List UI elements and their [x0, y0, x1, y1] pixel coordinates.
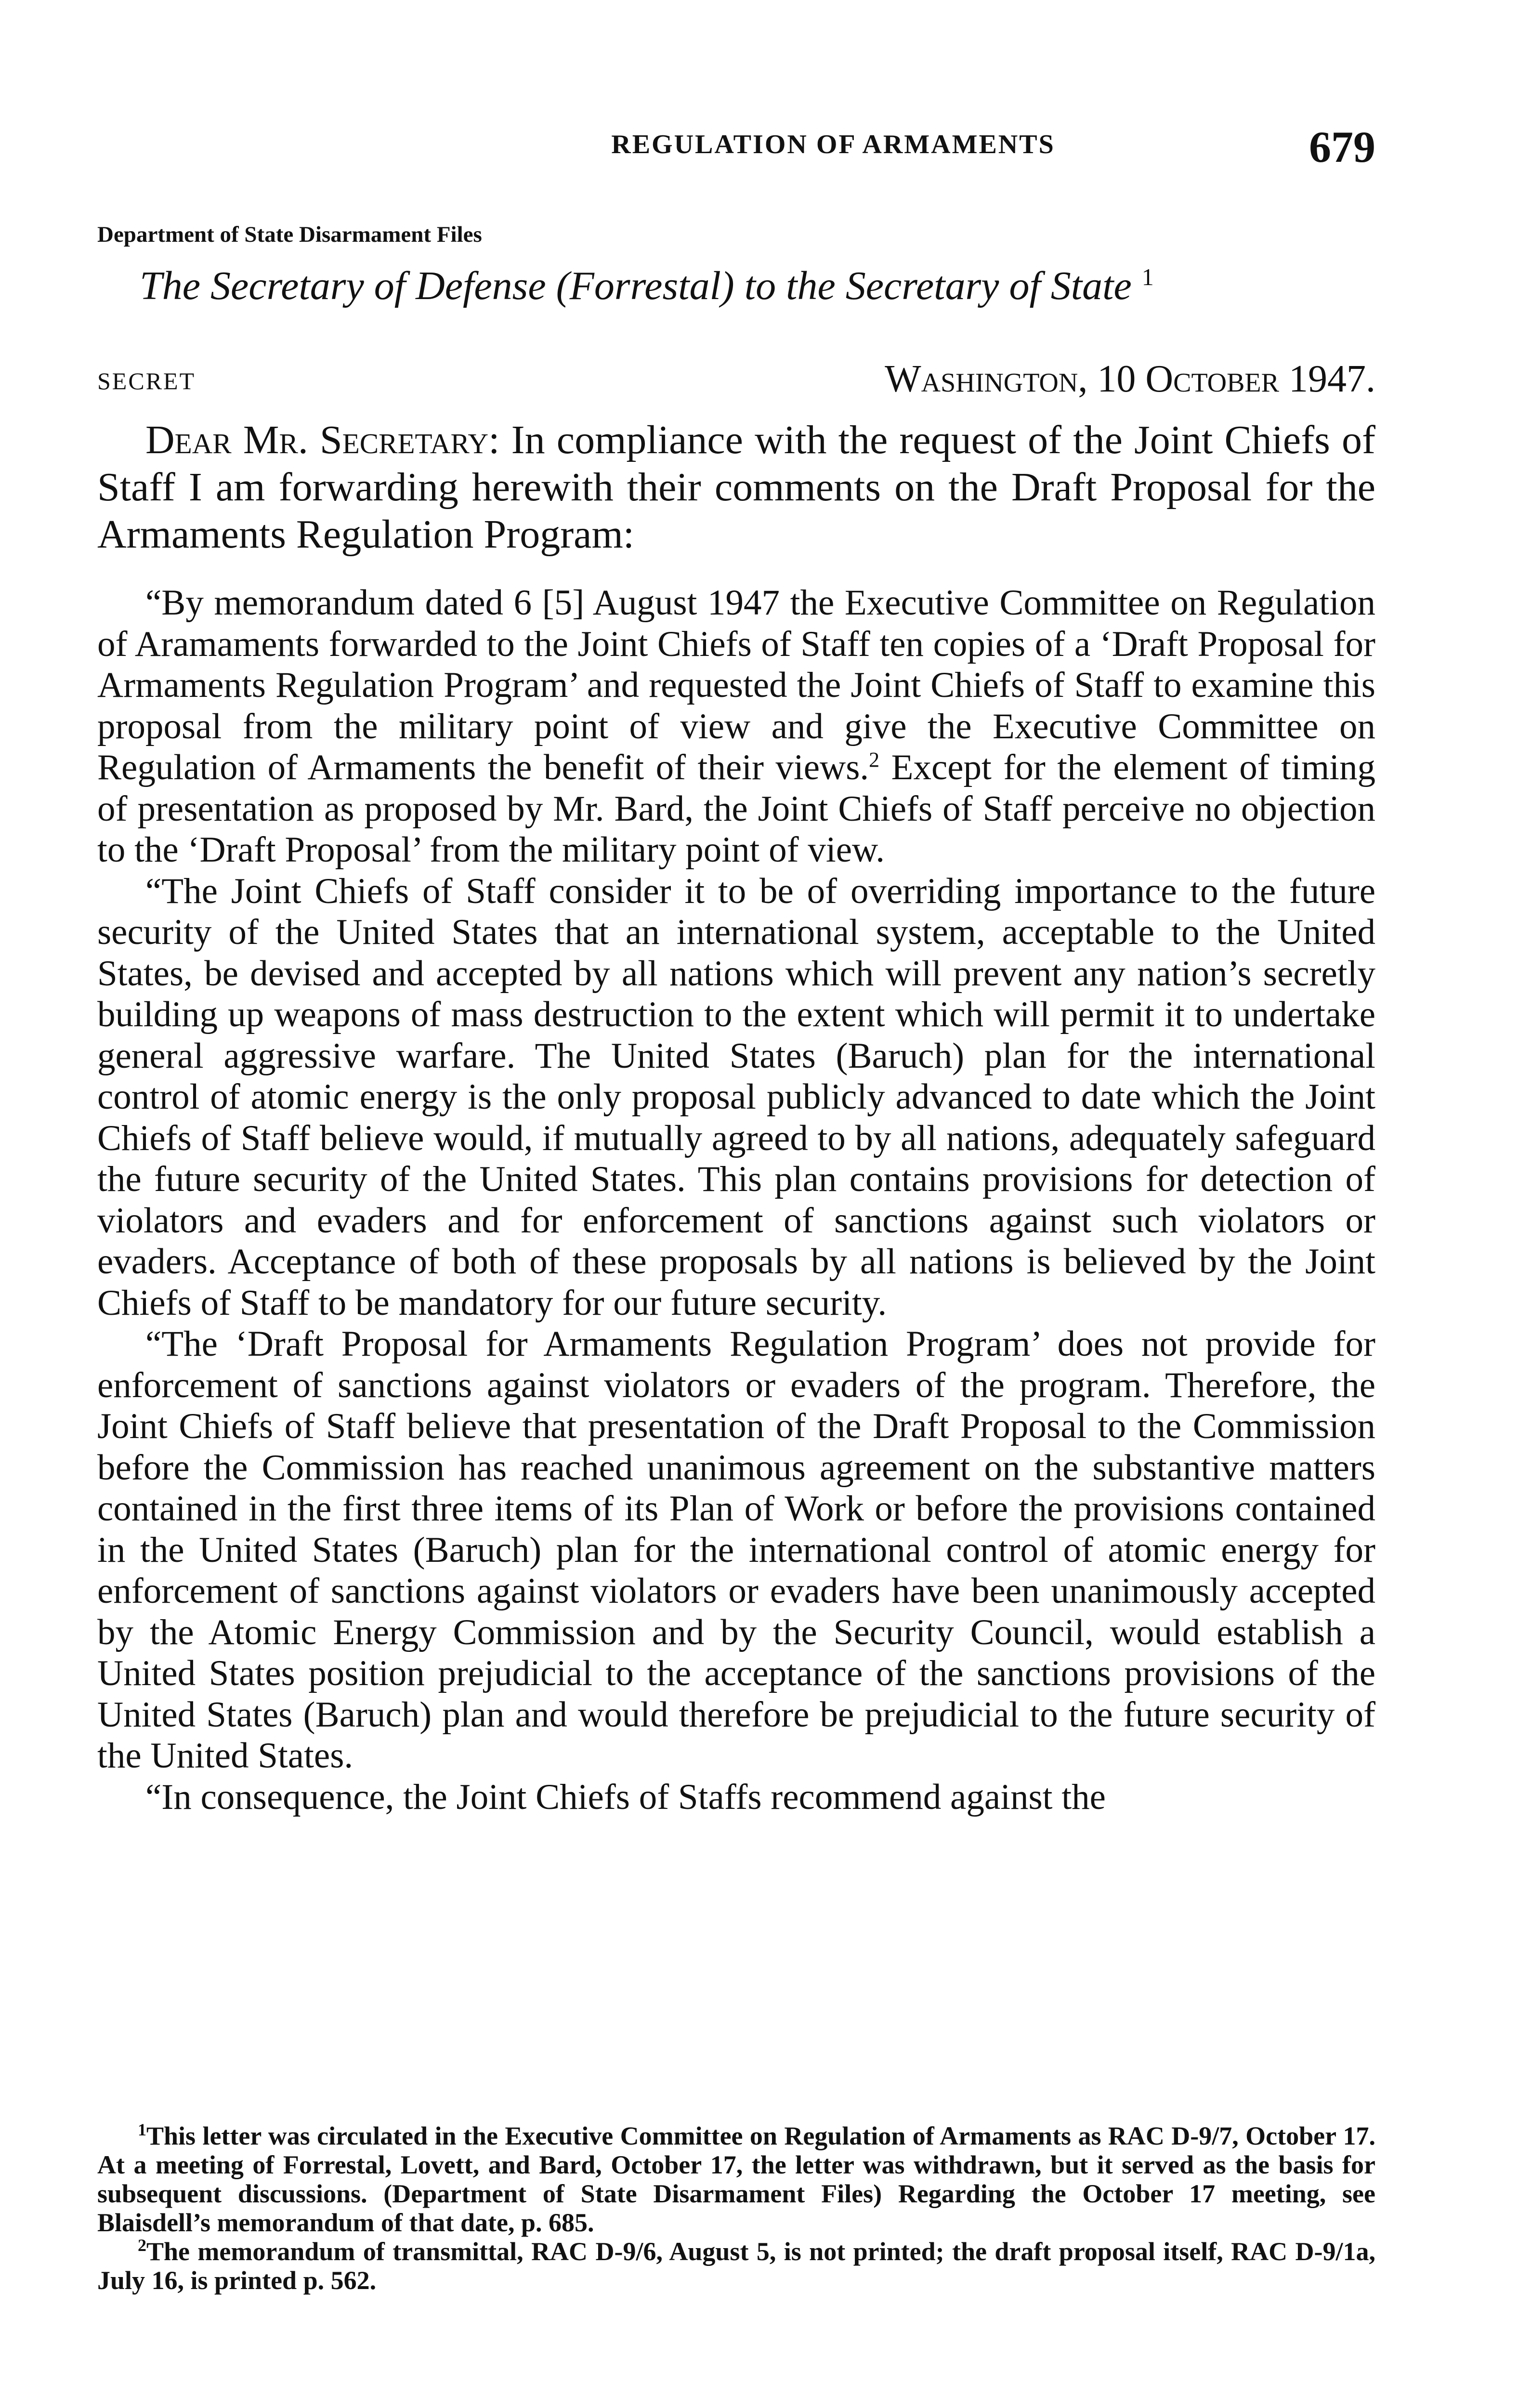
- quoted-paragraph-3: “The ‘Draft Proposal for Armaments Regulation Program’ does not provide for enforcement of sanctions against violators or evaders of the program. Therefore, the Joint Chiefs of Staff believe that presentation of the Draft Proposal to the Commission before the Commission has reached unanimous agreement on the substantive matters contained in the first three items of its Plan of Work or before the provisions contained in the United States (Baruch) plan for the international control of atomic energy for enforcement of sanctions against violators or evaders have been unanimously accepted by the Atomic Energy Commission and by the Security Council, would establish a United States position prejudicial to the acceptance of the sanctions provisions of the United States (Baruch) plan and would therefore be prejudicial to the future security of the United States.: [97, 1324, 1375, 1776]
- source-line: Department of State Disarmament Files: [97, 222, 482, 247]
- footnote-1-text: This letter was circulated in the Executive Committee on Regulation of Armaments as RAC D-9/7, October 17. At a meeting of Forrestal, Lovett, and Bard, October 17, the letter was withdrawn, but it served as the basis for subsequent discussions. (Department of State Disarmament Files) Regarding the October 17 meeting, see Blaisdell’s memorandum of that date, p. 685.: [97, 2121, 1375, 2237]
- footnotes: [97, 2121, 1375, 2295]
- document-title: [140, 262, 1373, 309]
- footnote-1-mark: 1: [138, 2120, 146, 2139]
- quoted-paragraph-4: “In consequence, the Joint Chiefs of Staffs recommend against the: [145, 1777, 1106, 1817]
- footnote-2: [97, 2237, 1375, 2295]
- running-head: REGULATION OF ARMAMENTS: [611, 130, 1055, 159]
- footnote-ref-2: 2: [869, 748, 880, 772]
- quoted-paragraph-2: “The Joint Chiefs of Staff consider it to be of overriding importance to the future security of the United States that an international system, acceptable to the United States, be devised and accepted by all nations which will prevent any nation’s secretly building up weapons of mass destruction to the extent which will permit it to undertake general aggressive warfare. The United States (Baruch) plan for the international control of atomic energy is the only proposal publicly advanced to date which the Joint Chiefs of Staff believe would, if mutually agreed to by all nations, adequately safeguard the future security of the United States. This plan contains provisions for detection of violators and evaders and for enforcement of sanctions against such violators or evaders. Acceptance of both of these proposals by all nations is believed by the Joint Chiefs of Staff to be mandatory for our future security.: [97, 871, 1375, 1323]
- footnote-1: [97, 2121, 1375, 2237]
- footnote-2-mark: 2: [138, 2236, 146, 2255]
- dateline: Washington, 10 October 1947.: [885, 358, 1375, 400]
- quoted-paragraph-1-part-a: “By memorandum dated 6 [5] August 1947 the Executive Committee on Regulation of Aramaments forwarded to the Joint Chiefs of Staff ten copies of a ‘Draft Proposal for Armaments Regulation Program’ and requested the Joint Chiefs of Staff to examine this proposal from the military point of view and give the Executive Committee on Regulation of Armaments the benefit of their views.: [97, 583, 1375, 787]
- page-number: 679: [1309, 122, 1375, 171]
- quoted-paragraph-1-part-b: Except for the element of timing of presentation as proposed by Mr. Bard, the Joint Chiefs of Staff perceive no objection to the ‘Draft Proposal’ from the military point of view.: [97, 747, 1376, 870]
- opening-text: In compliance with the request of the Joint Chiefs of Staff I am forwarding herewith their comments on the Draft Proposal for the Armaments Regulation Program:: [97, 418, 1376, 557]
- document-title-text: The Secretary of Defense (Forrestal) to the Secretary of State: [140, 263, 1132, 308]
- letter-body: [97, 417, 1375, 1818]
- salutation: Dear Mr. Secretary:: [145, 418, 500, 462]
- title-footnote-ref: 1: [1141, 263, 1154, 290]
- classification-marking: SECRET: [97, 367, 196, 394]
- opening-paragraph: [97, 417, 1375, 558]
- quoted-paragraph-1: [97, 582, 1375, 871]
- footnote-2-text: The memorandum of transmittal, RAC D-9/6, August 5, is not printed; the draft proposal itself, RAC D-9/1a, July 16, is printed p. 562.: [97, 2237, 1375, 2295]
